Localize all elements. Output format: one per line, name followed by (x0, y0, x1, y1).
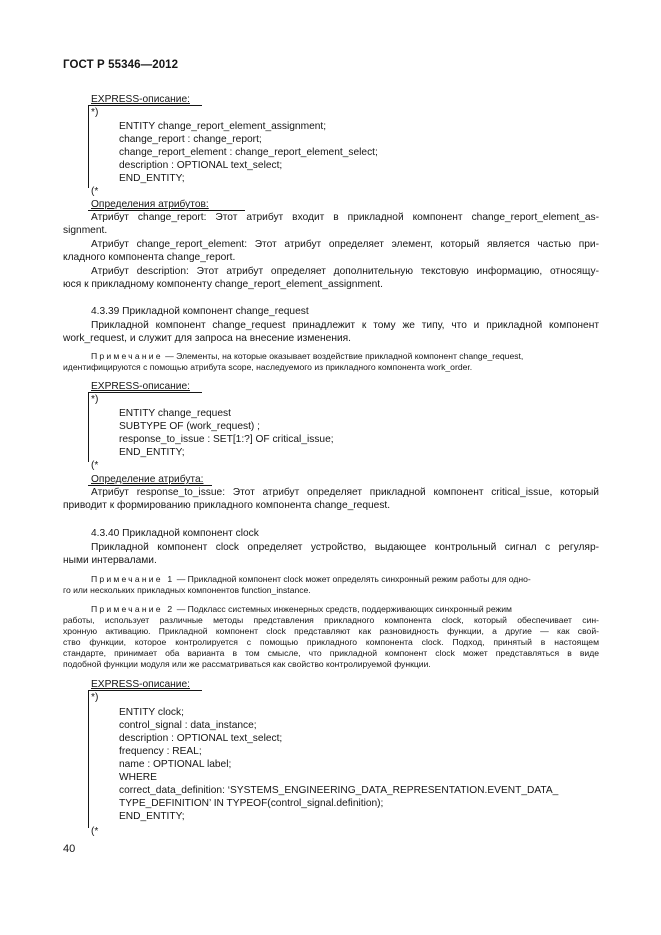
note1-text: — Прикладной компонент clock может определять синхронный режим работы для одно- (174, 574, 531, 584)
definition-line: Атрибут response_to_issue: Этот атрибут определяет прикладной компонент critical_issue, который (91, 487, 599, 498)
definition-line: Атрибут change_report_element: Этот атрибут определяет элемент, который является частью при- (91, 239, 599, 250)
definition-line: юся к прикладному компоненту change_report_element_assignment. (63, 279, 383, 290)
code-line: response_to_issue : SET[1:?] OF critical_issue; (119, 434, 334, 445)
paragraph-line: ными интервалами. (63, 555, 157, 566)
express-bracket-1 (88, 106, 89, 188)
definition-line: Атрибут description: Этот атрибут определяет дополнительную текстовую информацию, относящу- (91, 266, 599, 277)
express-underline-1 (88, 105, 202, 106)
express-close-1: (* (91, 186, 99, 197)
express-underline-2 (88, 392, 202, 393)
express-label-3: EXPRESS-описание: (91, 679, 190, 690)
definition-line: Атрибут change_report: Этот атрибут входит в прикладной компонент change_report_element_as- (91, 212, 599, 223)
note1-label: Примечание 1 (91, 574, 175, 584)
note2-text: — Подкласс системных инженерных средств, поддерживающих синхронный режим (174, 604, 512, 614)
express-underline-3 (88, 690, 202, 691)
express-bracket-2 (88, 393, 89, 462)
code-line: END_ENTITY; (119, 447, 185, 458)
page-number: 40 (63, 843, 76, 855)
paragraph-line: Прикладной компонент clock определяет устройство, выдающее контрольный сигнал с регуляр- (91, 542, 599, 553)
section-heading-4-3-40: 4.3.40 Прикладной компонент clock (91, 528, 259, 539)
note-line (91, 351, 523, 362)
code-line: ENTITY change_report_element_assignment; (119, 121, 327, 132)
definitions-label: Определения атрибутов: (91, 199, 209, 210)
definition-line: приводит к формированию прикладного компонента change_request. (63, 500, 391, 511)
code-line: change_report_element : change_report_element_select; (119, 147, 378, 158)
express-bracket-3 (88, 691, 89, 828)
definition-line: signment. (63, 225, 108, 236)
code-line: control_signal : data_instance; (119, 720, 257, 731)
standard-header: ГОСТ Р 55346—2012 (63, 59, 179, 71)
code-line: ENTITY clock; (119, 707, 184, 718)
note2-label: Примечание 2 (91, 604, 175, 614)
code-line: description : OPTIONAL text_select; (119, 733, 283, 744)
code-line: END_ENTITY; (119, 173, 185, 184)
express-open-3: *) (91, 692, 99, 703)
code-line: description : OPTIONAL text_select; (119, 160, 283, 171)
express-label-2: EXPRESS-описание: (91, 381, 190, 392)
express-open-2: *) (91, 394, 99, 405)
code-line: SUBTYPE OF (work_request) ; (119, 421, 260, 432)
express-close-2: (* (91, 460, 99, 471)
code-line: TYPE_DEFINITION’ IN TYPEOF(control_signal.definition); (119, 798, 384, 809)
code-line: name : OPTIONAL label; (119, 759, 232, 770)
note1-line: го или нескольких прикладных компонентов function_instance. (63, 585, 311, 595)
code-line: frequency : REAL; (119, 746, 202, 757)
note2-line: хронную активацию. Прикладной компонент clock представляют как разновидность функции, а другие — как свой- (63, 626, 599, 636)
definition-label: Определение атрибута: (91, 474, 204, 485)
section-heading-4-3-39: 4.3.39 Прикладной компонент change_request (91, 306, 309, 317)
note2-line: работы, использует различные методы представления прикладного компонента clock, который обеспечивает син- (63, 615, 599, 625)
note2-line (91, 604, 512, 615)
code-line: END_ENTITY; (119, 811, 185, 822)
paragraph-line: Прикладной компонент change_request принадлежит к тому же типу, что и прикладной компонент (91, 320, 599, 331)
express-close-3: (* (91, 826, 99, 837)
note-line: идентифицируются с помощью атрибута scope, наследуемого из прикладного компонента work_order. (63, 362, 473, 372)
note2-line: стандарте, принимает оба варианта в том смысле, что прикладной компонент clock может представляться в виде (63, 648, 599, 658)
note2-line: подобной функции модуля или же рассматриваться как свойство контролируемой функции. (63, 659, 431, 669)
paragraph-line: work_request, и служит для запроса на внесение изменения. (63, 333, 351, 344)
note-text: — Элементы, на которые оказывает воздействие прикладной компонент change_request, (162, 351, 524, 361)
express-label-1: EXPRESS-описание: (91, 94, 190, 105)
note1-line (91, 574, 531, 585)
express-open-1: *) (91, 107, 99, 118)
note-label: Примечание (91, 351, 163, 361)
code-line: change_report : change_report; (119, 134, 262, 145)
code-line: WHERE (119, 772, 157, 783)
definition-line: кладного компонента change_report. (63, 252, 236, 263)
code-line: correct_data_definition: ‘SYSTEMS_ENGINEERING_DATA_REPRESENTATION.EVENT_DATA_ (119, 785, 559, 796)
note2-line: ство функции, которое контролируется с помощью прикладного компонента clock. Подход, принятый в настоящем (63, 637, 599, 647)
code-line: ENTITY change_request (119, 408, 231, 419)
